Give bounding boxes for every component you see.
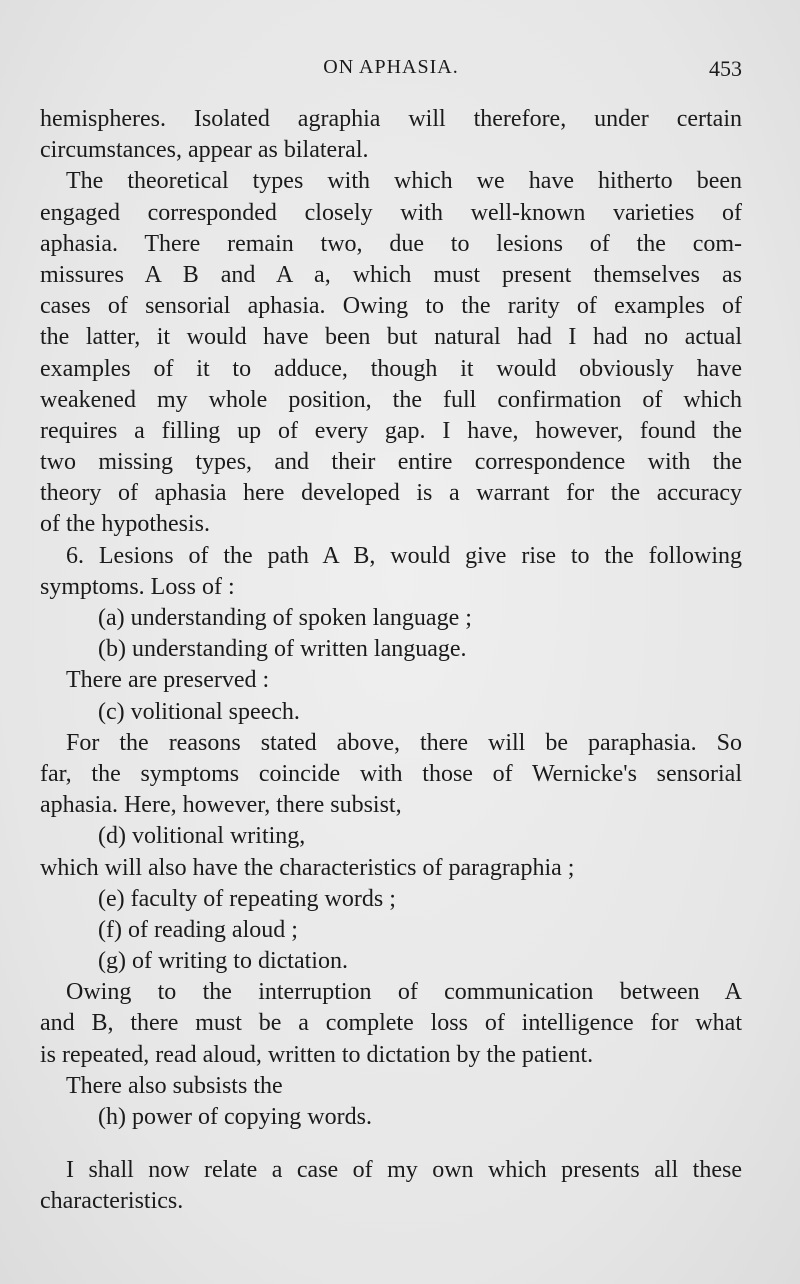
page-number: 453 — [709, 56, 742, 81]
paragraph-start-line: Owing to the interruption of communication between A — [66, 979, 742, 1006]
text-line: hemispheres. Isolated agraphia will therefore, under certain — [40, 106, 742, 132]
list-item-b: (b) understanding of written language. — [98, 636, 467, 663]
text-line: circumstances, appear as bilateral. — [40, 137, 369, 164]
text-line: far, the symptoms coincide with those of Wernicke's sensorial — [40, 760, 742, 787]
text-line: cases of sensorial aphasia. Owing to the rarity of examples of — [40, 293, 742, 320]
text-line: aphasia. Here, however, there subsist, — [40, 792, 402, 819]
text-line: characteristics. — [40, 1188, 184, 1215]
text-line: of the hypothesis. — [40, 511, 210, 538]
list-item-f: (f) of reading aloud ; — [98, 916, 298, 943]
text-line: There also subsists the — [66, 1072, 283, 1099]
text-line: weakened my whole position, the full confirmation of which — [40, 386, 742, 413]
text-line: theory of aphasia here developed is a warrant for the accuracy — [40, 480, 742, 507]
paragraph-start-line: 6. Lesions of the path A B, would give rise to the following — [66, 542, 742, 569]
text-line: examples of it to adduce, though it would obviously have — [40, 355, 742, 382]
page-body — [40, 104, 742, 1218]
text-line: symptoms. Loss of : — [40, 573, 235, 600]
list-item-e: (e) faculty of repeating words ; — [98, 885, 396, 912]
list-item-c: (c) volitional speech. — [98, 698, 300, 725]
text-line: engaged corresponded closely with well-known varieties of — [40, 199, 742, 226]
text-line: aphasia. There remain two, due to lesions of the com- — [40, 230, 742, 257]
page-header — [40, 56, 742, 86]
text-line: and B, there must be a complete loss of intelligence for what — [40, 1010, 742, 1037]
list-item-d: (d) volitional writing, — [98, 823, 306, 850]
list-item-h: (h) power of copying words. — [98, 1104, 372, 1130]
text-line: which will also have the characteristics of paragraphia ; — [40, 854, 575, 881]
text-line: There are preserved : — [66, 667, 270, 694]
paragraph-gap — [40, 1133, 742, 1155]
list-item-g: (g) of writing to dictation. — [98, 948, 348, 975]
text-line: requires a filling up of every gap. I have, however, found the — [40, 417, 742, 444]
list-item-a: (a) understanding of spoken language ; — [98, 605, 472, 631]
paragraph-start-line: For the reasons stated above, there will be paraphasia. So — [66, 729, 742, 756]
text-line: missures A B and A a, which must present themselves as — [40, 261, 742, 288]
text-line: is repeated, read aloud, written to dictation by the patient. — [40, 1041, 594, 1068]
text-line: two missing types, and their entire correspondence with the — [40, 449, 742, 476]
paragraph-start-line: I shall now relate a case of my own which presents all these — [66, 1157, 742, 1184]
paragraph-start-line: The theoretical types with which we have hitherto been — [66, 168, 742, 195]
text-line: the latter, it would have been but natural had I had no actual — [40, 324, 742, 351]
running-title: ON APHASIA. — [323, 56, 459, 78]
